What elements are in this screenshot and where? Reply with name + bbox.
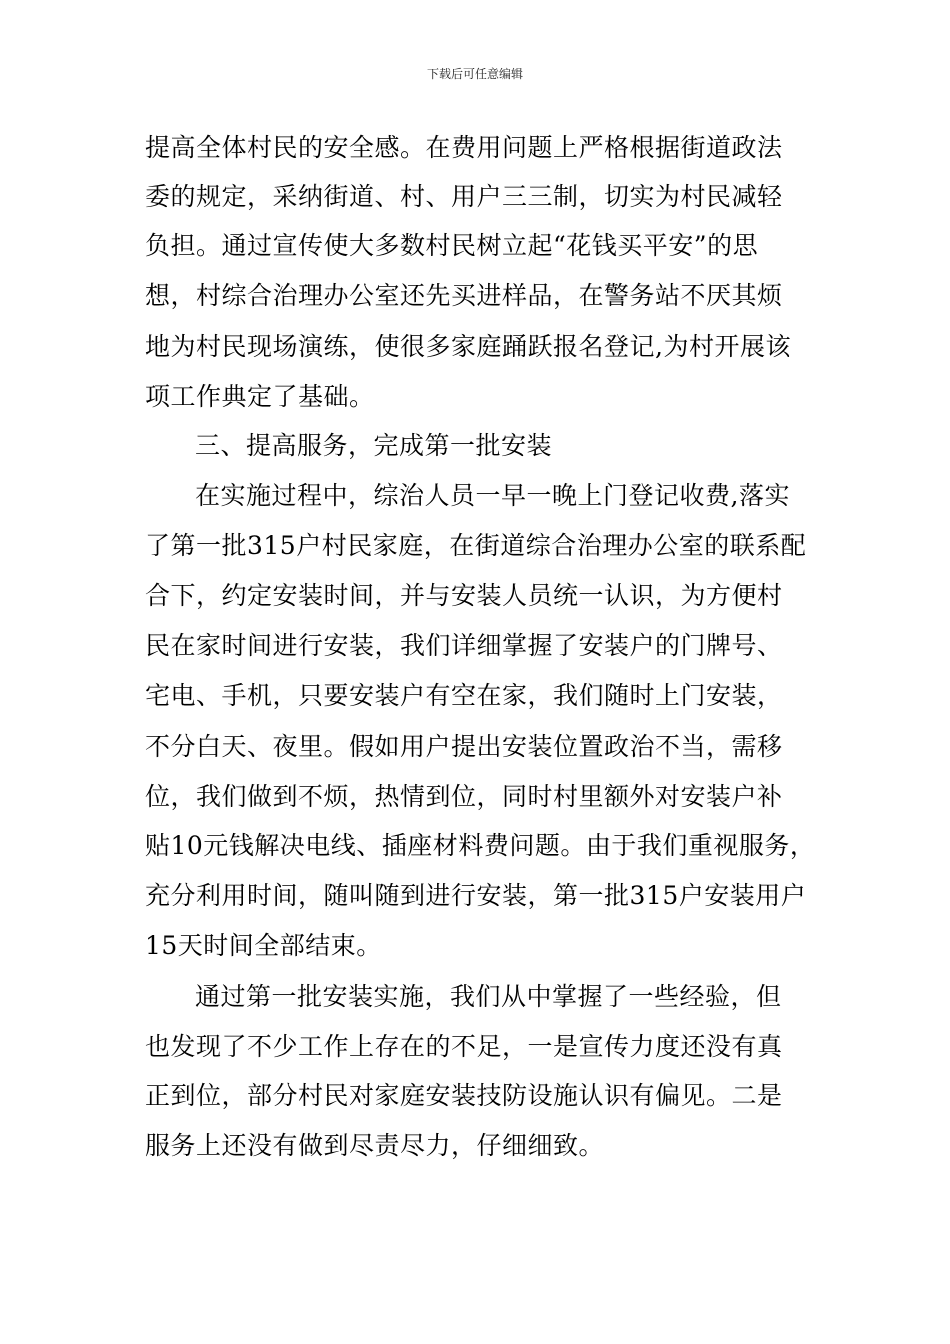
text-line: 通过第一批安装实施，我们从中掌握了一些经验，但 [195,982,782,1011]
section-heading: 三、提高服务，完成第一批安装 [195,431,553,460]
text-line: 贴10元钱解决电线、插座材料费问题。由于我们重视服务， [145,831,816,860]
page-header: 下载后可任意编辑 [426,67,523,81]
text-line: 15天时间全部结束。 [145,931,382,960]
text-line: 想，村综合治理办公室还先买进样品，在警务站不厌其烦 [145,281,783,310]
text-line: 地为村民现场演练，使很多家庭踊跃报名登记,为村开展该 [145,332,791,361]
text-line: 充分利用时间，随叫随到进行安装，第一批315户安装用户 [145,881,807,910]
text-line: 民在家时间进行安装，我们详细掌握了安装户的门牌号、 [145,631,783,660]
text-line: 在实施过程中，综治人员一早一晚上门登记收费,落实 [195,481,790,510]
text-line: 了第一批315户村民家庭，在街道综合治理办公室的联系配 [145,531,807,560]
text-line: 也发现了不少工作上存在的不足，一是宣传力度还没有真 [145,1032,783,1061]
text-line: 提高全体村民的安全感。在费用问题上严格根据街道政法 [145,133,783,162]
text-line: 位，我们做到不烦，热情到位，同时村里额外对安装户补 [145,782,783,811]
text-line: 宅电、手机，只要安装户有空在家，我们随时上门安装， [145,681,783,710]
text-line: 合下，约定安装时间，并与安装人员统一认识，为方便村 [145,581,783,610]
text-line: 服务上还没有做到尽责尽力，仔细细致。 [145,1131,605,1160]
text-line: 项工作典定了基础。 [145,382,375,411]
text-line: 正到位，部分村民对家庭安装技防设施认识有偏见。二是 [145,1081,783,1110]
text-line: 委的规定，采纳街道、村、用户三三制，切实为村民减轻 [145,182,783,211]
text-line: 不分白天、夜里。假如用户提出安装位置政治不当，需移 [145,732,783,761]
text-line: 负担。通过宣传使大多数村民树立起“花钱买平安”的思 [145,231,759,260]
